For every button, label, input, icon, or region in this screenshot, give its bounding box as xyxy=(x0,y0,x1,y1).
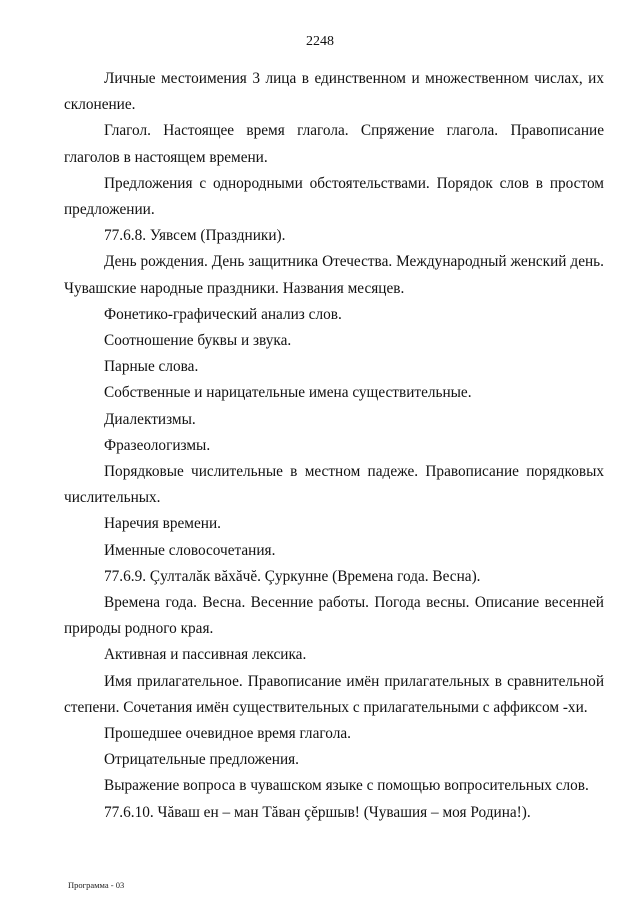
paragraph-phraseology: Фразеологизмы. xyxy=(104,436,211,454)
paragraph-letters-sounds: Соотношение буквы и звука. xyxy=(104,332,292,350)
paragraph-noun-phrases: Именные словосочетания. xyxy=(104,541,276,559)
section-heading-77-6-9: 77.6.9. Çулталăк вăхăчĕ. Çуркунне (Времена года. Весна). xyxy=(104,567,481,585)
paragraph-questions: Выражение вопроса в чувашском языке с помощью вопросительных слов. xyxy=(104,777,589,795)
paragraph-verb-present: Глагол. Настоящее время глагола. Спряжение глагола. Правописание глаголов в настоящем времени. xyxy=(64,122,604,166)
section-heading-77-6-10: 77.6.10. Чăваш ен – ман Тăван çĕршыв! (Чувашия – моя Родина!). xyxy=(104,803,531,821)
paragraph-past-tense: Прошедшее очевидное время глагола. xyxy=(104,725,351,743)
document-body xyxy=(64,66,604,826)
paragraph-seasons: Времена года. Весна. Весенние работы. Погода весны. Описание весенней природы родного края. xyxy=(64,594,604,638)
paragraph-adjective: Имя прилагательное. Правописание имён прилагательных в сравнительной степени. Сочетания имён существительных с прилагательными с аффиксом -хи. xyxy=(64,672,604,716)
page-number: 2248 xyxy=(306,34,334,49)
paragraph-phonetic: Фонетико-графический анализ слов. xyxy=(104,305,342,323)
paragraph-proper-nouns: Собственные и нарицательные имена существительные. xyxy=(104,384,472,402)
section-heading-77-6-8: 77.6.8. Уявсем (Праздники). xyxy=(104,227,286,245)
paragraph-ordinals: Порядковые числительные в местном падеже. Правописание порядковых числительных. xyxy=(64,463,604,507)
paragraph-adverbs-time: Наречия времени. xyxy=(104,515,221,533)
paragraph-pronouns: Личные местоимения 3 лица в единственном и множественном числах, их склонение. xyxy=(64,70,604,114)
paragraph-negative: Отрицательные предложения. xyxy=(104,751,299,769)
paragraph-homogeneous: Предложения с однородными обстоятельствами. Порядок слов в простом предложении. xyxy=(64,174,604,219)
paragraph-dialectisms: Диалектизмы. xyxy=(104,410,196,428)
footer-program-label: Программа - 03 xyxy=(68,880,125,890)
paragraph-paired-words: Парные слова. xyxy=(104,358,199,376)
paragraph-holidays: День рождения. День защитника Отечества. Международный женский день. Чувашские народные праздники. Названия месяцев. xyxy=(64,253,604,297)
paragraph-lexicon: Активная и пассивная лексика. xyxy=(104,646,307,664)
